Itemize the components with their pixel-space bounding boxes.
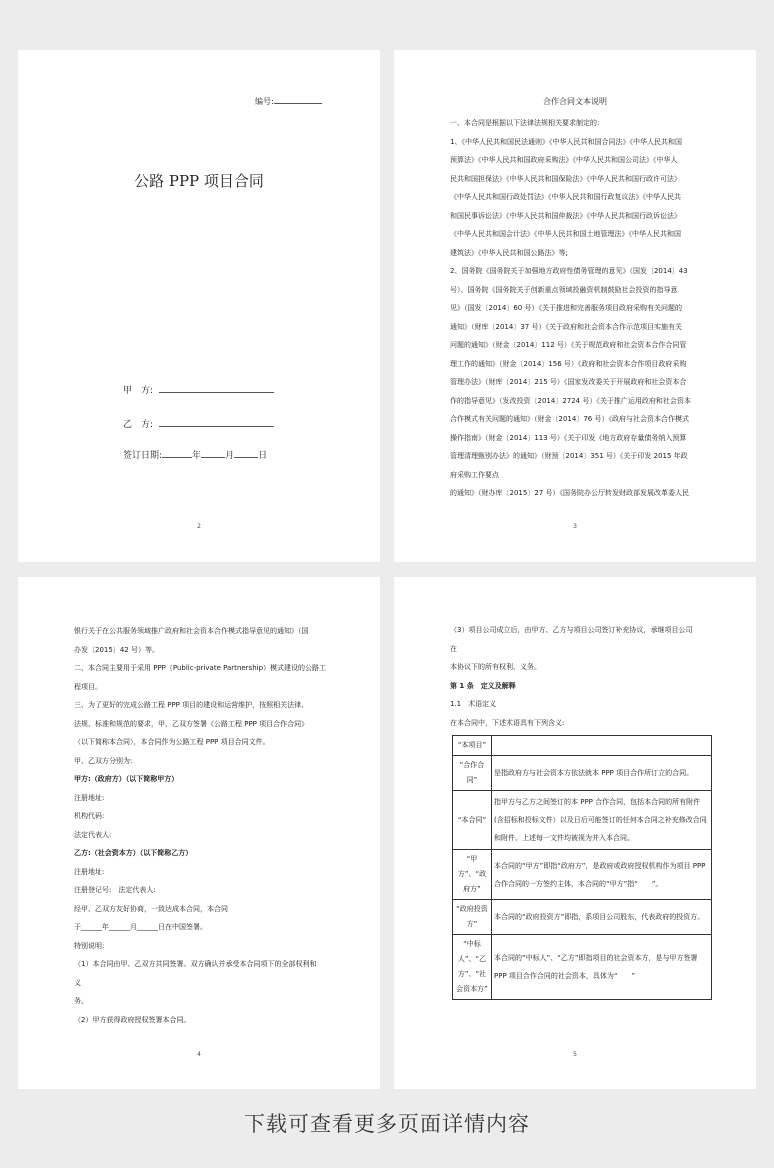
text-line: 办发〔2015〕42 号）等。 bbox=[74, 645, 159, 654]
party-a-line: 甲 方: bbox=[123, 383, 274, 396]
text-line: 2、国务院《国务院关于加强地方政府性债务管理的意见》（国发〔2014〕43 bbox=[450, 267, 688, 275]
text-line: （以下简称本合同），本合同作为公路工程 PPP 项目合同文件。 bbox=[74, 738, 270, 746]
text-line: 管理办法》（财库〔2014〕215 号）《国家发改委关于开展政府和社会资本合 bbox=[450, 378, 687, 386]
text-line: 预算法》《中华人民共和国政府采购法》《中华人民共和国公司法》《中华人 bbox=[450, 156, 678, 164]
text-line: 问题的通知》（财金〔2014〕112 号）《关于规范政府和社会资本合作合同管 bbox=[450, 341, 687, 349]
footer-caption: 下载可查看更多页面详情内容 bbox=[244, 1112, 530, 1136]
text-line: 和国民事诉讼法》《中华人民共和国仲裁法》《中华人民共和国行政诉讼法》 bbox=[450, 211, 681, 220]
text-line: （1）本合同由甲、乙双方共同签署。双方确认并承受本合同项下的全部权利和 bbox=[74, 960, 317, 968]
text-line: 于______年______月______日在中国签署。 bbox=[74, 923, 207, 931]
text-line: 理工作的通知》（财金〔2014〕156 号）《政府和社会资本合作项目政府采购 bbox=[450, 359, 687, 368]
page-2 bbox=[18, 50, 380, 562]
text-line: 的通知》（财办库〔2015〕27 号）《国务院办公厅转发财政部发展改革委人民 bbox=[450, 489, 689, 497]
contract-title: 公路 PPP 项目合同 bbox=[134, 172, 264, 190]
table-row bbox=[453, 791, 712, 850]
table-row bbox=[453, 935, 712, 1000]
text-line: 甲方:（政府方）（以下简称甲方） bbox=[74, 775, 179, 783]
text-line: 甲、乙双方分别为: bbox=[74, 756, 133, 765]
text-line: 注册登记号: 法定代表人: bbox=[74, 886, 156, 894]
text-line: 民共和国担保法》《中华人民共和国保险法》《中华人民共和国行政许可法》 bbox=[450, 174, 681, 183]
term-cell: “政府投资方” bbox=[453, 900, 492, 935]
page-number: 2 bbox=[197, 523, 201, 530]
table-row bbox=[453, 736, 712, 756]
term-cell: “中标人”、“乙方”、“社会资本方” bbox=[453, 935, 492, 1000]
page-body bbox=[74, 622, 370, 1029]
term-cell: “本项目” bbox=[453, 736, 492, 756]
text-line: 机构代码: bbox=[74, 812, 105, 820]
party-b-line: 乙 方: bbox=[123, 417, 274, 430]
page-4 bbox=[18, 577, 380, 1089]
page-number: 4 bbox=[197, 1051, 201, 1058]
text-line: 见》（国发〔2014〕60 号）《关于推进和完善服务项目政府采购有关问题的 bbox=[450, 304, 682, 312]
page-3 bbox=[394, 50, 756, 562]
text-line: 通知》（财库〔2014〕37 号）《关于政府和社会资本合作示范项目实施有关 bbox=[450, 322, 682, 331]
page-5 bbox=[394, 577, 756, 1089]
text-line: 经甲、乙双方友好协商，一致达成本合同，本合同 bbox=[74, 904, 228, 913]
term-cell: “合作合同” bbox=[453, 756, 492, 791]
text-line: 合作模式有关问题的通知》（财金〔2014〕76 号）《政府与社会资本合作模式 bbox=[450, 415, 689, 423]
text-line: 注册地址: bbox=[74, 867, 105, 876]
text-line: 注册地址: bbox=[74, 793, 105, 802]
table-row bbox=[453, 900, 712, 935]
page-body bbox=[450, 114, 746, 503]
definition-cell bbox=[492, 736, 712, 756]
definition-cell: 本合同的“中标人”、“乙方”即指项目的社会资本方，是与甲方签署 PPP 项目合作合同的社会资本，具体为“ ” bbox=[492, 935, 712, 1000]
text-line: （2）甲方获得政府授权签署本合同。 bbox=[74, 1015, 191, 1024]
definition-cell: 指甲方与乙方之间签订的本 PPP 合作合同，包括本合同的所有附件(含招标和投标文件）以及日后可能签订的任何本合同之补充修改合同和附件。上述每一文件均被视为并入本合同。 bbox=[492, 791, 712, 850]
text-line: 法规、标准和规范的要求，甲、乙双方签署《公路工程 PPP 项目合作合同》 bbox=[74, 719, 309, 728]
page-heading: 合作合同文本说明 bbox=[543, 97, 607, 106]
text-line: 管理清理甄别办法》的通知》（财预〔2014〕351 号）《关于印发 2015 年政 bbox=[450, 452, 688, 460]
page-number: 3 bbox=[573, 523, 577, 530]
table-row bbox=[453, 850, 712, 900]
text-line: 操作指南》（财金〔2014〕113 号）《关于印发《地方政府存量债务纳入预算 bbox=[450, 433, 687, 442]
contract-number: 编号: bbox=[255, 94, 322, 107]
text-line: 义 bbox=[74, 978, 81, 987]
text-line: 府采购工作要点 bbox=[450, 470, 499, 479]
text-line: 本协议下的所有权利、义务。 bbox=[450, 663, 541, 671]
definition-cell: 本合同的“甲方”即指“政府方”，是政府或政府授权机构作为项目 PPP 合作合同的一方签约主体，本合同的“甲方”指“ ”。 bbox=[492, 850, 712, 900]
text-line: 二、本合同主要用于采用 PPP（Public-private Partnership）模式建设的公路工 bbox=[74, 664, 327, 672]
text-line: 建筑法》《中华人民共和国公路法》等; bbox=[450, 248, 568, 257]
text-line: 银行关于在公共服务领域推广政府和社会资本合作模式指导意见的通知》（国 bbox=[74, 627, 309, 635]
page-number: 5 bbox=[573, 1051, 577, 1058]
sign-date-line: 签订日期: 年 月 日 bbox=[123, 448, 267, 461]
text-line: 程项目。 bbox=[74, 682, 102, 691]
text-line: 《中华人民共和国会计法》《中华人民共和国土地管理法》《中华人民共和国 bbox=[450, 230, 681, 238]
table-row bbox=[453, 756, 712, 791]
text-line: （3）项目公司成立后，由甲方、乙方与项目公司签订补充协议，承继项目公司 bbox=[450, 626, 693, 634]
text-line: 务。 bbox=[74, 997, 88, 1005]
text-line: 作的指导意见》（发改投资〔2014〕2724 号）《关于推广运用政府和社会资本 bbox=[450, 396, 691, 405]
text-line: 第 1 条 定义及解释 bbox=[450, 681, 516, 690]
definition-cell: 本合同的“政府投资方”即指，系项目公司股东，代表政府的投资方。 bbox=[492, 900, 712, 935]
text-line: 法定代表人: bbox=[74, 830, 112, 839]
text-line: 《中华人民共和国行政处罚法》《中华人民共和国行政复议法》《中华人民共 bbox=[450, 193, 681, 201]
definition-cell: 是指政府方与社会资本方依法就本 PPP 项目合作所订立的合同。 bbox=[492, 756, 712, 791]
page-body bbox=[450, 621, 746, 732]
text-line: 特别说明: bbox=[74, 941, 105, 950]
text-line: 1.1 术语定义 bbox=[450, 700, 497, 708]
text-line: 在本合同中，下述术语具有下列含义: bbox=[450, 718, 565, 727]
text-line: 乙方:（社会资本方）（以下简称乙方） bbox=[74, 849, 193, 857]
text-line: 一、本合同是根据以下法律法规相关要求制定的: bbox=[450, 119, 600, 127]
text-line: 在 bbox=[450, 644, 457, 653]
term-cell: “甲方”、“政府方” bbox=[453, 850, 492, 900]
term-cell: “本合同” bbox=[453, 791, 492, 850]
text-line: 号）、国务院《国务院关于创新重点领域投融资机制鼓励社会投资的指导意 bbox=[450, 285, 678, 294]
definitions-table bbox=[452, 735, 712, 1000]
text-line: 三、为了更好的完成公路工程 PPP 项目的建设和运营维护，按照相关法律、 bbox=[74, 701, 309, 709]
text-line: 1、《中华人民共和国民法通则》《中华人民共和国合同法》《中华人民共和国 bbox=[450, 137, 682, 146]
